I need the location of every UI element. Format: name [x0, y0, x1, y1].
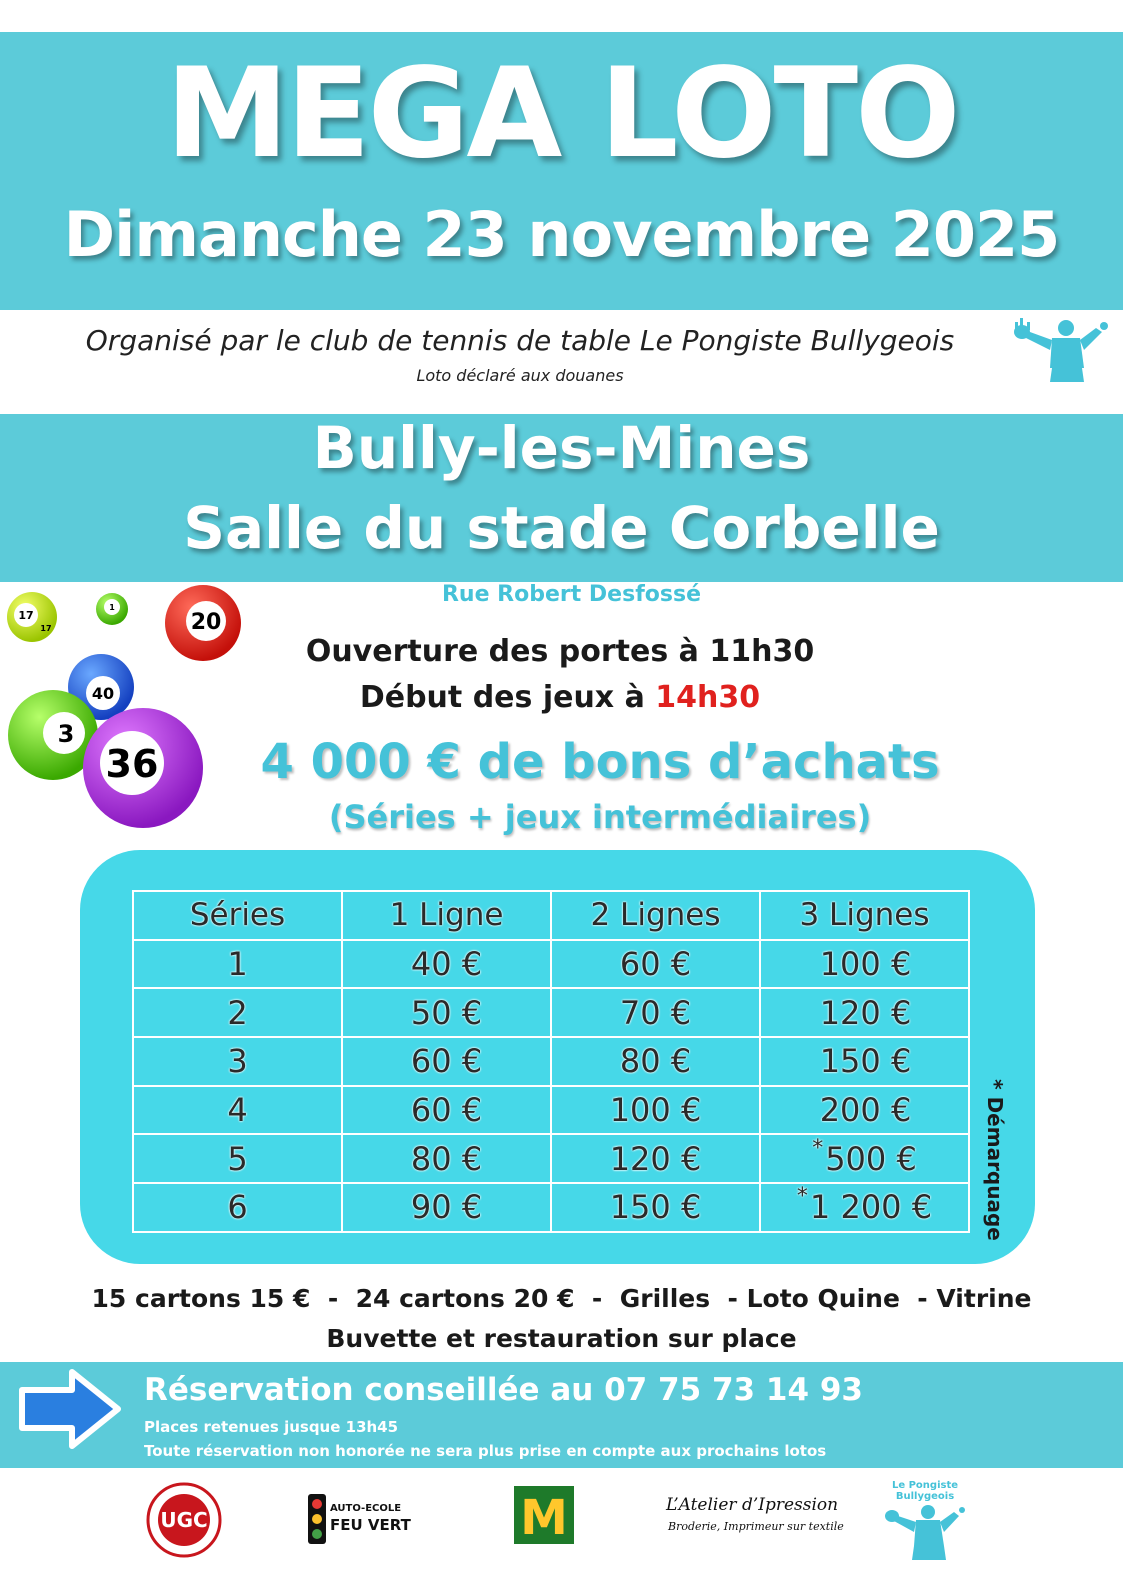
club-player-icon	[884, 1504, 968, 1562]
markdown-note-text: * Démarquage	[983, 1079, 1007, 1241]
prize-3-lines	[760, 1183, 969, 1232]
doors-opening: Ouverture des portes à 11h30	[305, 634, 815, 669]
prize-2-lines: 120 €	[551, 1134, 760, 1183]
header-series: Séries	[133, 891, 342, 940]
prize-total: 4 000 € de bons d’achats	[260, 734, 940, 790]
prize-3-lines	[760, 1037, 969, 1086]
svg-text:36: 36	[105, 742, 159, 786]
table-header-row	[133, 891, 969, 940]
prize-1-line: 80 €	[342, 1134, 551, 1183]
markdown-note	[955, 1060, 1035, 1260]
reservation-hold-time: Places retenues jusque 13h45	[144, 1418, 399, 1436]
arrow-right-icon	[14, 1366, 126, 1452]
series-number: 3	[133, 1037, 342, 1086]
svg-text:1: 1	[109, 603, 115, 612]
prize-1-line: 90 €	[342, 1183, 551, 1232]
svg-text:M: M	[520, 1490, 568, 1546]
prize-2-lines: 100 €	[551, 1086, 760, 1135]
traffic-light-icon	[306, 1494, 328, 1544]
games-start-label: Début des jeux à	[359, 680, 656, 715]
cards-pricing: 15 cartons 15 € - 24 cartons 20 € - Grilles - Loto Quine - Vitrine	[91, 1284, 1032, 1313]
table-row	[133, 1183, 969, 1232]
atelier-tagline: Broderie, Imprimeur sur textile	[668, 1520, 844, 1533]
reservation-policy: Toute réservation non honorée ne sera plus prise en compte aux prochains lotos	[144, 1442, 827, 1460]
ping-pong-player-icon	[1012, 318, 1108, 384]
prize-3-lines-value: 500 €	[825, 1139, 917, 1178]
prize-2-lines: 60 €	[551, 940, 760, 989]
prize-3-lines	[760, 1086, 969, 1135]
table-row	[133, 940, 969, 989]
table-row	[133, 988, 969, 1037]
ball-17	[7, 592, 57, 642]
table-row	[133, 1086, 969, 1135]
prize-3-lines	[760, 1134, 969, 1183]
markdown-star: *	[812, 1135, 824, 1161]
club-logo-text: Le Pongiste Bullygeois	[891, 1480, 959, 1502]
prize-3-lines	[760, 940, 969, 989]
prize-1-line: 60 €	[342, 1037, 551, 1086]
games-start-time: 14h30	[655, 680, 761, 715]
series-number: 2	[133, 988, 342, 1037]
svg-text:17: 17	[40, 624, 52, 633]
prize-1-line: 50 €	[342, 988, 551, 1037]
venue-city: Bully-les-Mines	[312, 414, 811, 482]
markdown-star: *	[796, 1184, 808, 1210]
prize-2-lines: 150 €	[551, 1183, 760, 1232]
prize-2-lines: 80 €	[551, 1037, 760, 1086]
svg-text:40: 40	[91, 684, 115, 703]
prize-3-lines-value: 200 €	[819, 1091, 912, 1130]
atelier-logo-text: L’Atelier d’Ipression	[666, 1495, 839, 1515]
svg-text:3: 3	[57, 720, 75, 748]
customs-declaration: Loto déclaré aux douanes	[416, 366, 624, 385]
series-number: 5	[133, 1134, 342, 1183]
svg-text:20: 20	[190, 610, 222, 635]
prize-detail: (Séries + jeux intermédiaires)	[328, 798, 872, 836]
ball-1	[96, 593, 128, 625]
ball-36	[83, 708, 203, 828]
ugc-logo	[146, 1482, 222, 1558]
page-title: MEGA LOTO	[165, 42, 958, 186]
prize-2-lines: 70 €	[551, 988, 760, 1037]
header-2-lines: 2 Lignes	[551, 891, 760, 940]
venue-hall: Salle du stade Corbelle	[183, 494, 940, 562]
header-3-lines: 3 Lignes	[760, 891, 969, 940]
series-number: 6	[133, 1183, 342, 1232]
food-info: Buvette et restauration sur place	[326, 1324, 797, 1353]
prize-3-lines-value: 150 €	[819, 1042, 912, 1081]
prize-3-lines-value: 120 €	[819, 993, 912, 1032]
prize-table	[132, 890, 970, 1233]
games-start	[180, 680, 940, 715]
header-1-line: 1 Ligne	[342, 891, 551, 940]
event-date: Dimanche 23 novembre 2025	[63, 198, 1060, 271]
reservation-phone: Réservation conseillée au 07 75 73 14 93	[144, 1372, 863, 1408]
prize-1-line: 60 €	[342, 1086, 551, 1135]
series-number: 1	[133, 940, 342, 989]
mcdonalds-logo	[514, 1486, 574, 1544]
feu-vert-logo-text: FEU VERT	[330, 1516, 411, 1534]
prize-1-line: 40 €	[342, 940, 551, 989]
prize-3-lines	[760, 988, 969, 1037]
organizer-line: Organisé par le club de tennis de table Le Pongiste Bullygeois	[85, 324, 955, 357]
table-row	[133, 1037, 969, 1086]
venue-street: Rue Robert Desfossé	[441, 582, 701, 607]
series-number: 4	[133, 1086, 342, 1135]
svg-text:17: 17	[18, 609, 34, 622]
feu-vert-subtitle: AUTO-ECOLE	[330, 1503, 402, 1514]
svg-text:UGC: UGC	[160, 1508, 208, 1532]
table-row	[133, 1134, 969, 1183]
prize-3-lines-value: 100 €	[819, 945, 912, 984]
prize-3-lines-value: 1 200 €	[809, 1188, 933, 1227]
